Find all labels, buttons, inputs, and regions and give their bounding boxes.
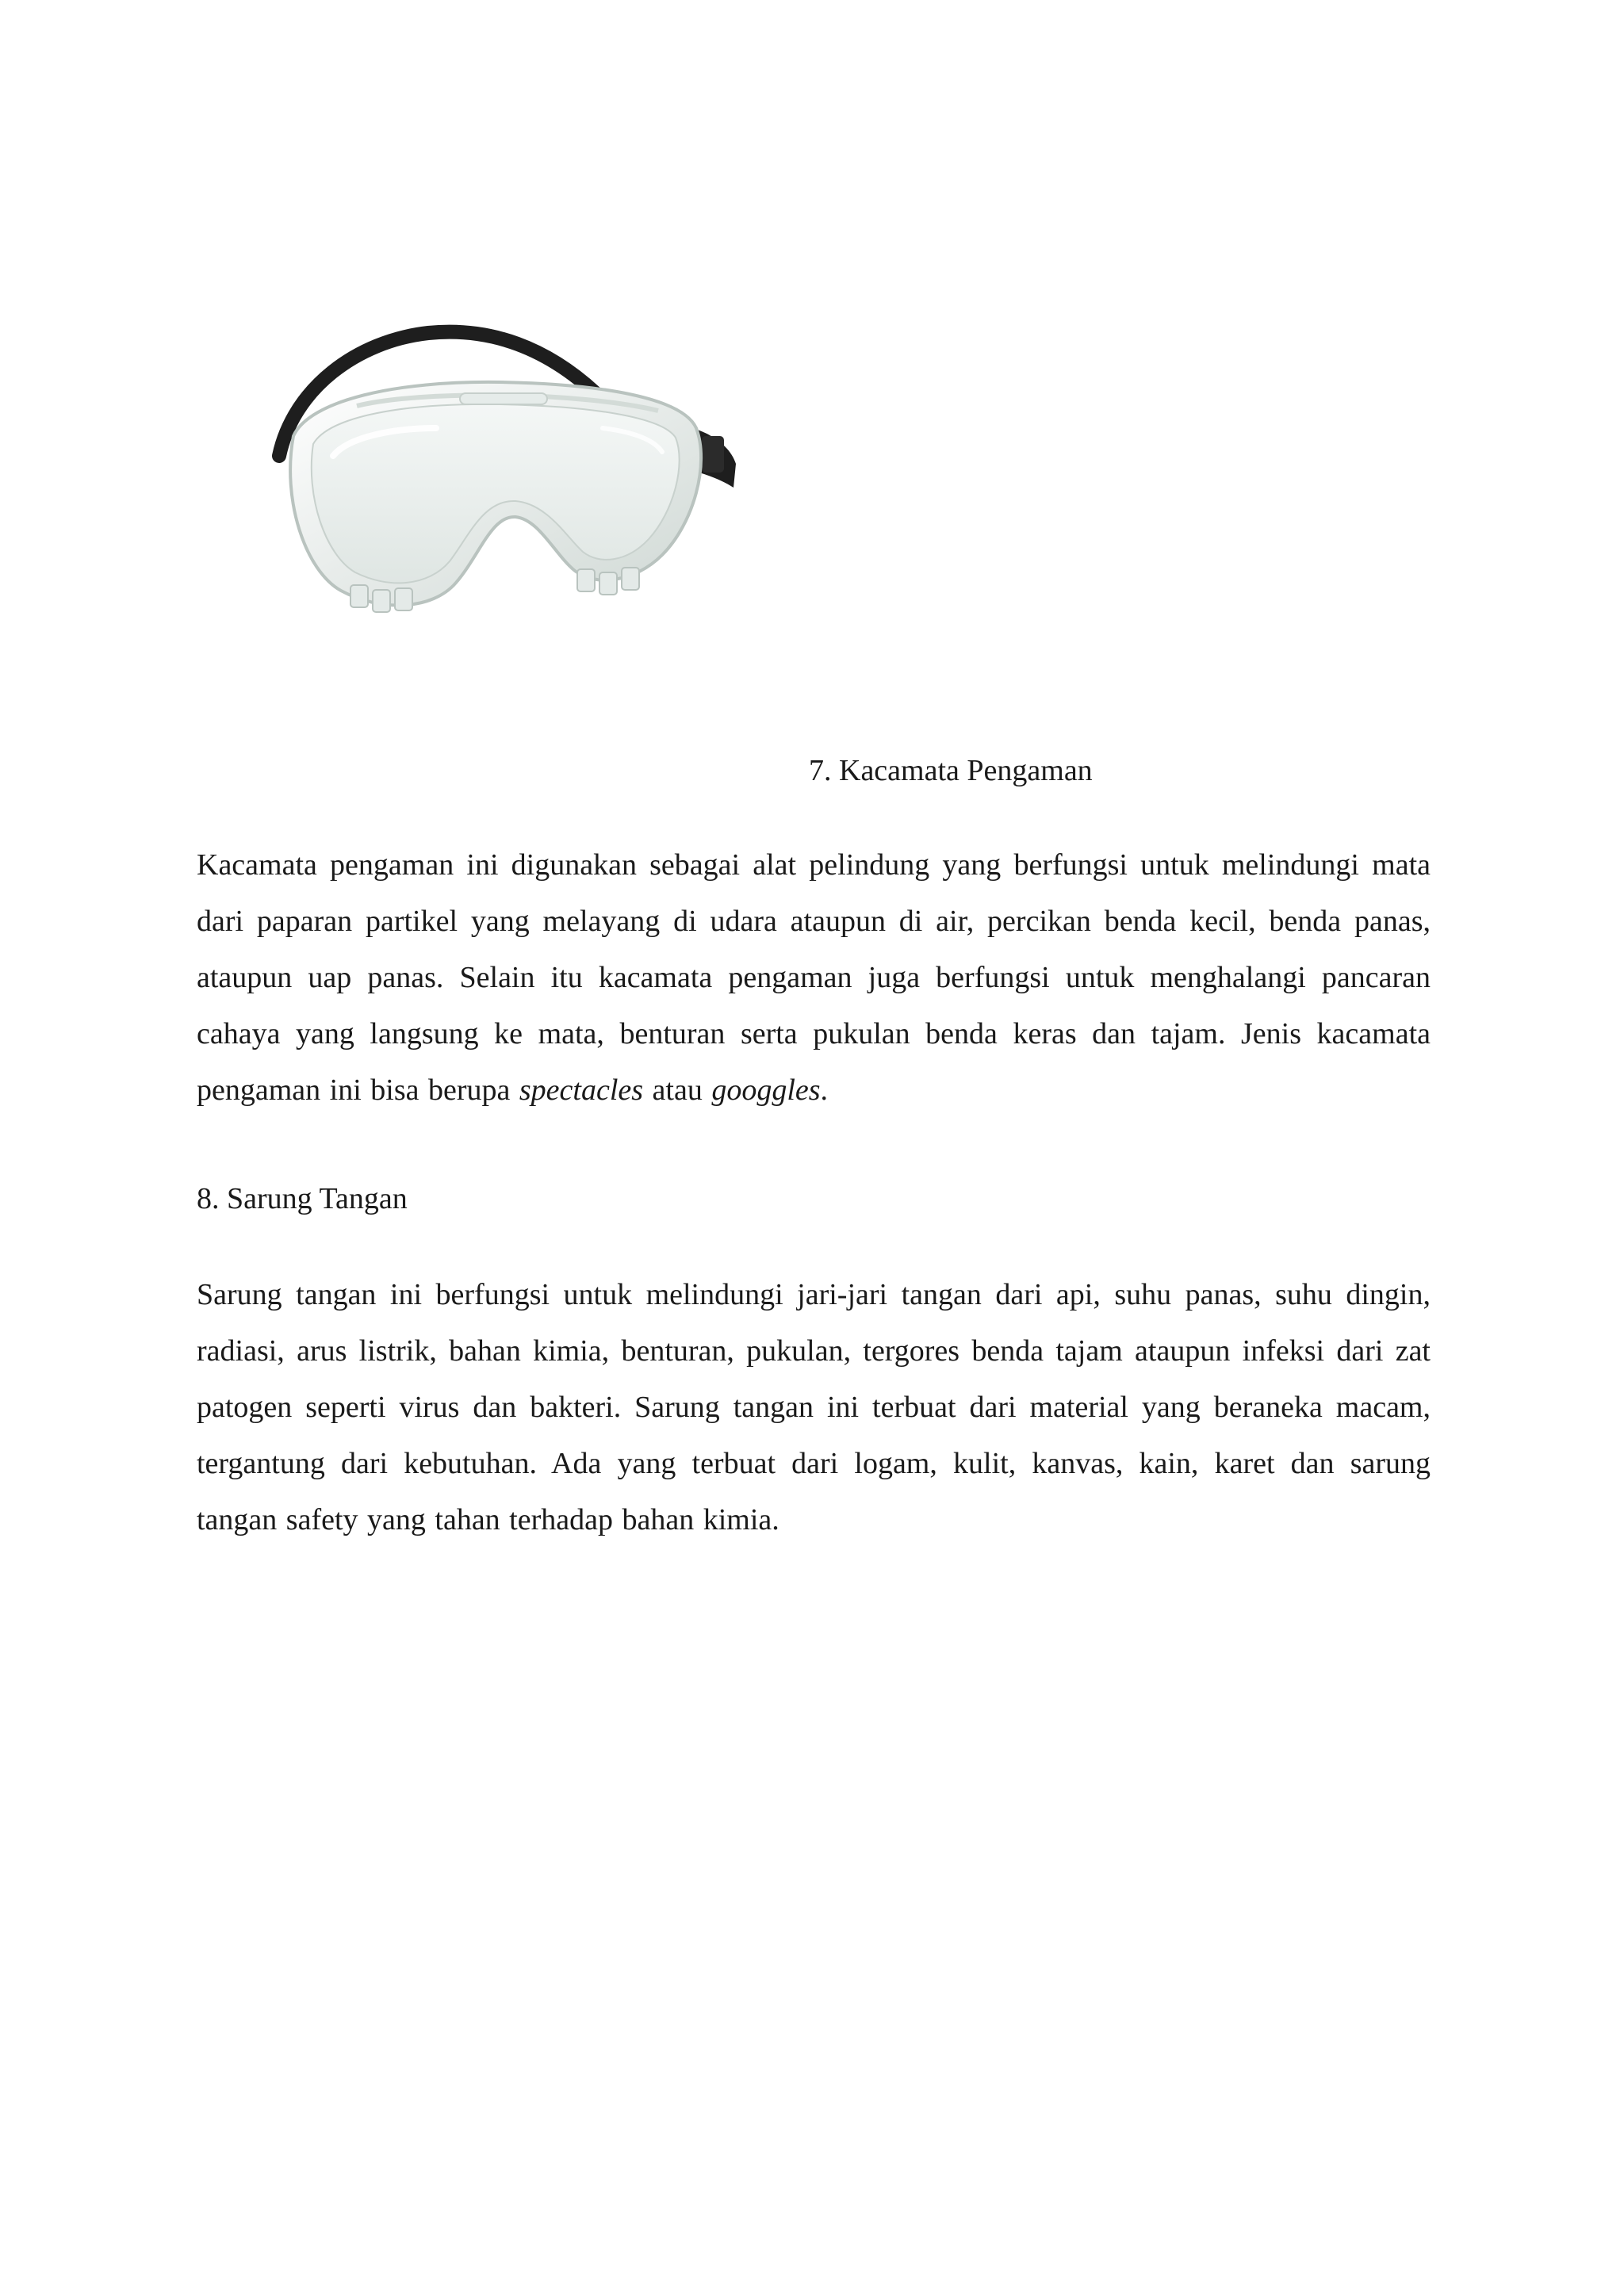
section-7-text: Kacamata pengaman ini digunakan sebagai alat pelindung yang berfungsi untuk melindungi mata dari paparan partikel yang melayang di udara ataupun di air, percikan benda kecil, benda panas, ataupun uap panas. Selain itu kacamata pengaman juga berfungsi untuk menghalangi pancaran cahaya yang langsung ke mata, benturan serta pukulan benda keras dan tajam. Jenis kacamata pengaman ini bisa berupa [197, 848, 1431, 1107]
section-8-paragraph: Sarung tangan ini berfungsi untuk melindungi jari-jari tangan dari api, suhu panas, suhu dingin, radiasi, arus listrik, bahan kimia, benturan, pukulan, tergores benda tajam ataupun infeksi dari zat patogen seperti virus dan bakteri. Sarung tangan ini terbuat dari material yang beraneka macam, tergantung dari kebutuhan. Ada yang terbuat dari logam, kulit, kanvas, kain, karet dan sarung tangan safety yang tahan terhadap bahan kimia. [197, 1278, 1431, 1536]
section-8-heading: 8. Sarung Tangan [197, 1182, 408, 1215]
figure-caption: 7. Kacamata Pengaman [809, 754, 1093, 787]
section-7-text-between: atau [643, 1073, 712, 1107]
safety-goggles-image [262, 317, 769, 650]
goggles-vents-left [350, 585, 412, 612]
term-spectacles: spectacles [519, 1073, 644, 1107]
goggles-top-vent [460, 393, 547, 404]
term-googgles: googgles [711, 1073, 821, 1107]
goggles-vents-right [577, 568, 639, 595]
section-7-paragraph [197, 837, 1431, 1119]
section-7-text-end: . [820, 1073, 829, 1107]
goggles-illustration [262, 317, 769, 650]
goggles-strap-buckle [702, 436, 724, 473]
